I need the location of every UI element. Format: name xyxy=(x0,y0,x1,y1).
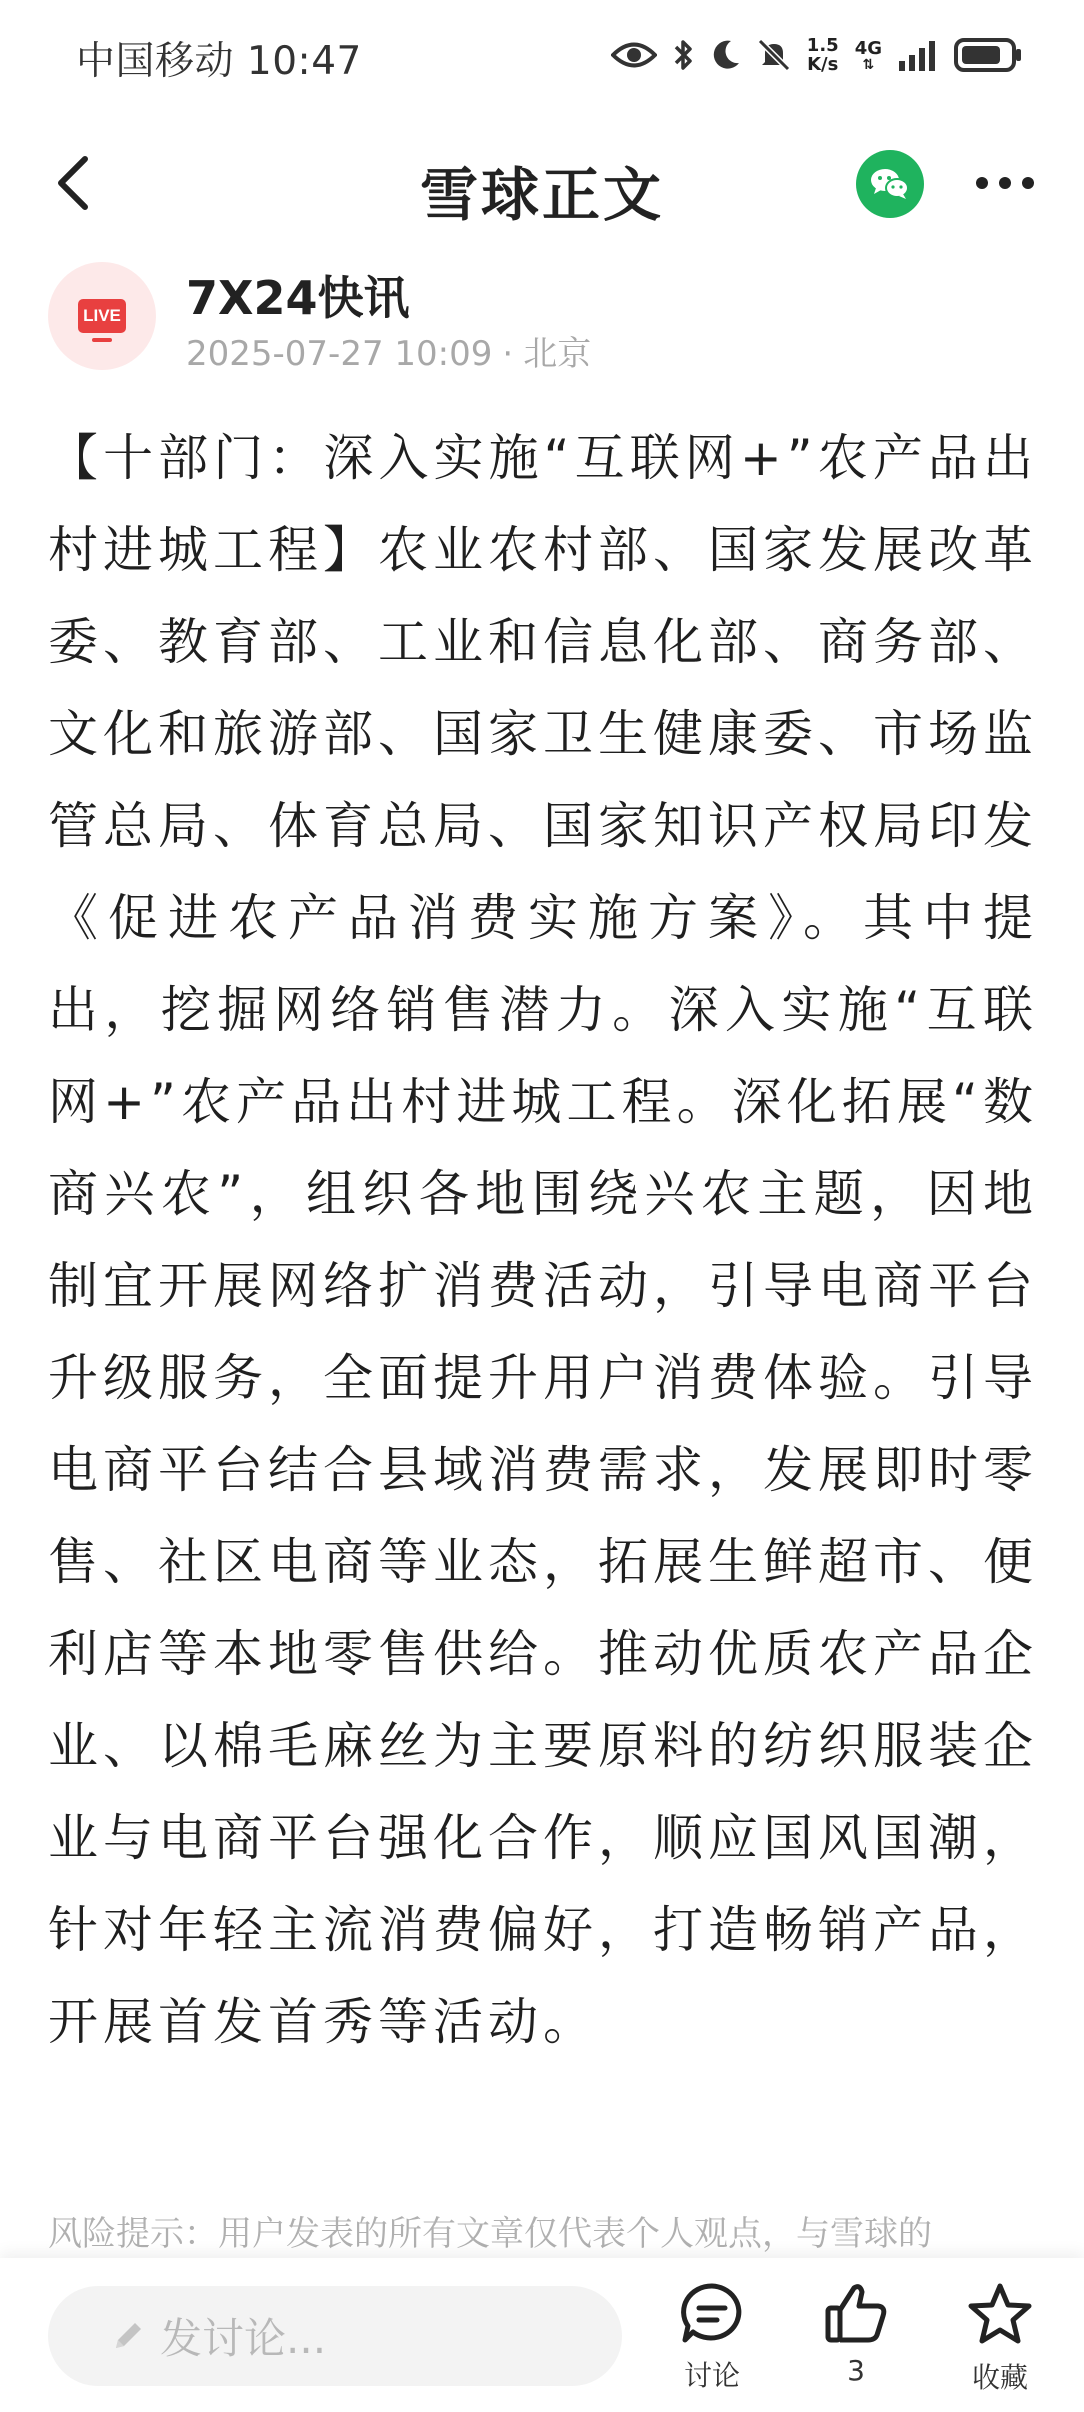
star-icon xyxy=(967,2282,1033,2346)
signal-icon xyxy=(898,39,938,71)
bottom-bar xyxy=(0,2258,1084,2412)
clock: 10:47 xyxy=(246,39,362,84)
carrier-name: 中国移动 xyxy=(76,39,235,84)
network-type: 4G ⇅ xyxy=(854,37,882,73)
pencil-icon xyxy=(110,2318,146,2354)
comment-input[interactable] xyxy=(48,2286,622,2386)
post-meta xyxy=(186,326,591,375)
moon-icon xyxy=(711,39,741,71)
bluetooth-icon xyxy=(673,37,695,73)
net-speed-value: 1.5 xyxy=(806,35,839,56)
favorite-label: 收藏 xyxy=(971,2361,1028,2394)
page-title: 雪球正文 xyxy=(419,161,664,229)
author-row xyxy=(0,258,1084,378)
network-label: 4G xyxy=(854,37,882,59)
mute-bell-icon xyxy=(757,38,791,72)
battery-icon xyxy=(954,37,1024,73)
nav-bar xyxy=(0,118,1084,248)
net-speed-unit: K/s xyxy=(807,54,839,75)
live-badge: LIVE xyxy=(78,299,126,333)
net-speed xyxy=(807,36,839,74)
more-button[interactable] xyxy=(970,158,1040,208)
status-bar xyxy=(0,0,1084,112)
meta-separator: · xyxy=(502,334,514,374)
favorite-button[interactable] xyxy=(945,2282,1055,2396)
wechat-share-button[interactable] xyxy=(856,150,924,218)
risk-notice: 风险提示：用户发表的所有文章仅代表个人观点，与雪球的 xyxy=(48,2214,932,2254)
like-button[interactable] xyxy=(801,2282,911,2387)
post-location: 北京 xyxy=(523,334,592,374)
discuss-label: 讨论 xyxy=(683,2359,740,2392)
author-name[interactable]: 7X24快讯 xyxy=(186,271,410,325)
comment-placeholder: 发讨论... xyxy=(160,2314,327,2363)
discuss-button[interactable] xyxy=(657,2282,767,2394)
status-icons xyxy=(611,30,1024,80)
thumbs-up-icon xyxy=(824,2282,888,2344)
carrier-time xyxy=(76,30,362,86)
more-dots-icon xyxy=(975,176,1035,190)
avatar[interactable] xyxy=(48,262,156,370)
post-datetime: 2025-07-27 10:09 xyxy=(186,334,493,374)
article-body: 【十部门：深入实施“互联网+”农产品出村进城工程】农业农村部、国家发展改革委、教育部、工业和信息化部、商务部、文化和旅游部、国家卫生健康委、市场监管总局、体育总局、国家知识产权局印发《促进农产品消费实施方案》。其中提出，挖掘网络销售潜力。深入实施“互联网+”农产品出村进城工程。深化拓展“数商兴农”，组织各地围绕兴农主题，因地制宜开展网络扩消费活动，引导电商平台升级服务，全面提升用户消费体验。引导电商平台结合县域消费需求，发展即时零售、社区电商等业态，拓展生鲜超市、便利店等本地零售供给。推动优质农产品企业、以棉毛麻丝为主要原料的纺织服装企业与电商平台强化合作，顺应国风国潮，针对年轻主流消费偏好，打造畅销产品，开展首发首秀等活动。 xyxy=(48,429,1038,2051)
wechat-icon xyxy=(870,167,910,201)
like-count: 3 xyxy=(847,2354,865,2387)
eye-icon xyxy=(611,40,657,70)
chat-bubble-icon xyxy=(679,2282,745,2344)
